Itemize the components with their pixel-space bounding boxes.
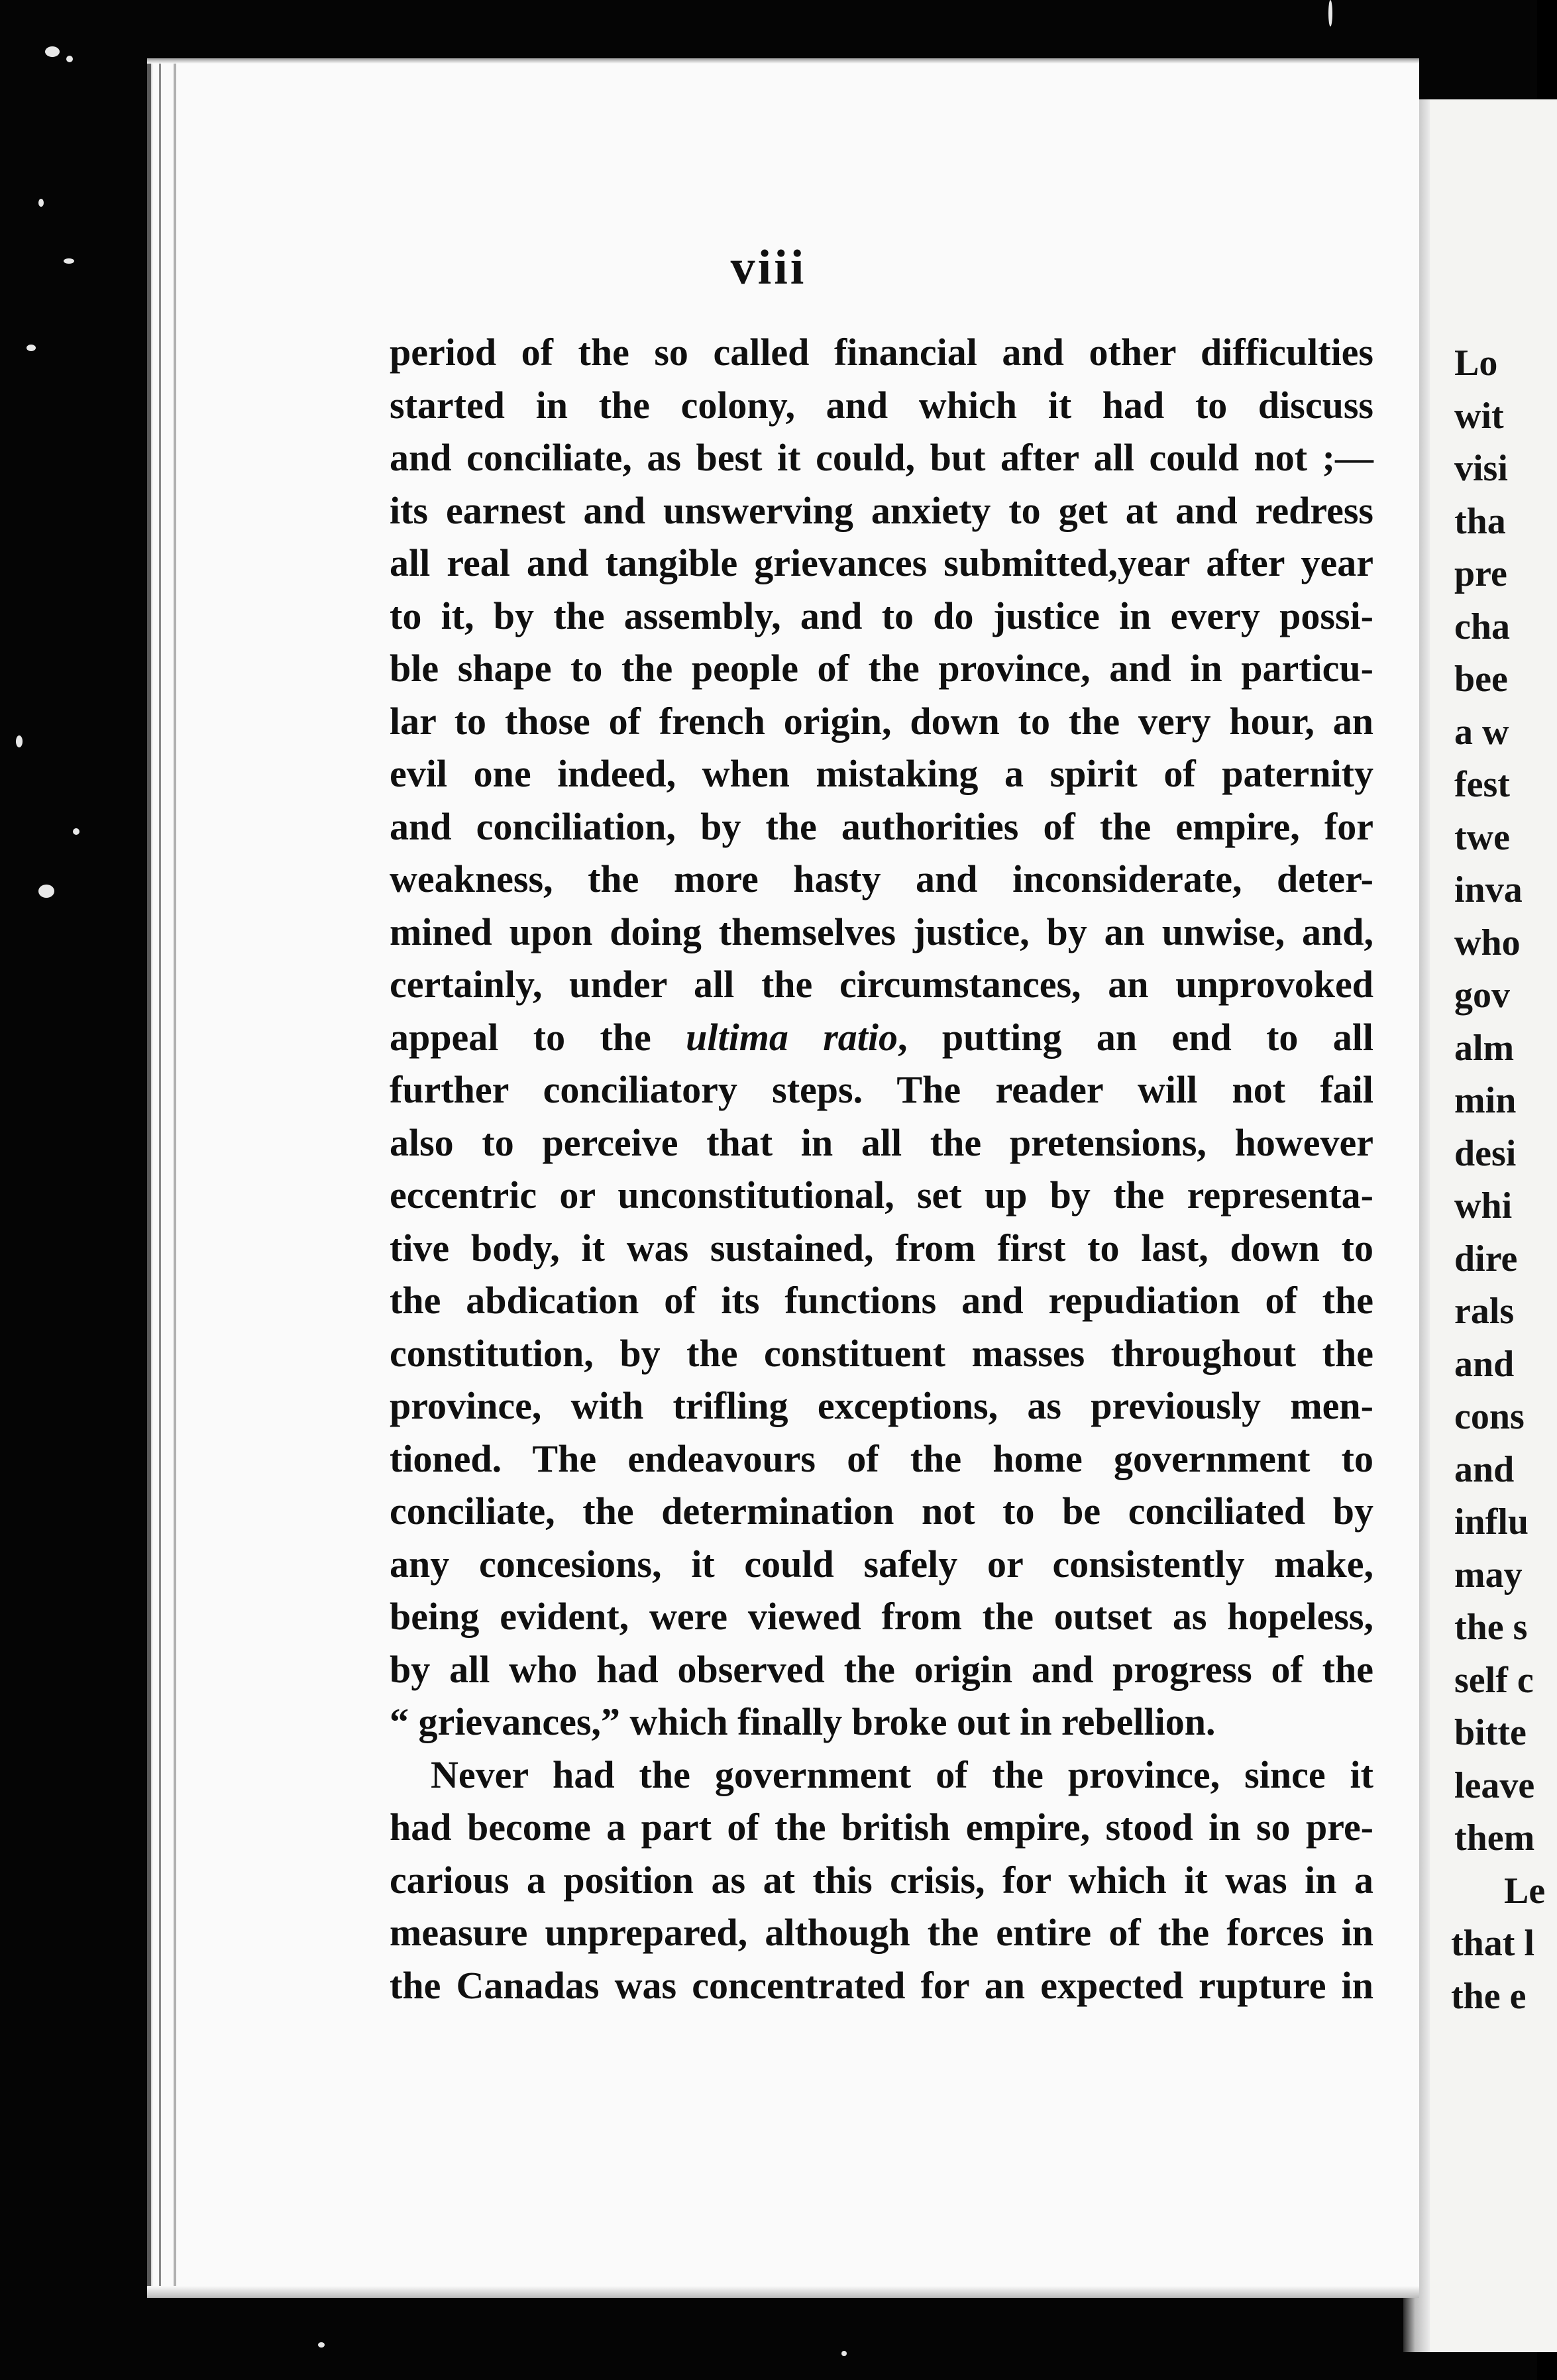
dust-speck bbox=[45, 46, 60, 57]
page-stack-edge bbox=[159, 58, 161, 2298]
next-page-fragment: who bbox=[1454, 922, 1521, 963]
text-line: weakness, the more hasty and inconsiderate, deter- bbox=[390, 857, 1373, 900]
next-page-fragment: visi bbox=[1454, 448, 1508, 489]
text-line: the abdication of its functions and repudiation of the bbox=[390, 1279, 1373, 1322]
text-line: to it, by the assembly, and to do justice in every possi- bbox=[390, 594, 1373, 637]
text-line: lar to those of french origin, down to the very hour, an bbox=[390, 699, 1373, 743]
next-page-fragment: that l bbox=[1451, 1923, 1534, 1964]
text-line: measure unprepared, although the entire of the forces in bbox=[390, 1911, 1373, 1954]
text-line: Never had the government of the province, since it bbox=[431, 1753, 1373, 1796]
italic-phrase: ultima ratio bbox=[686, 1015, 898, 1059]
page-bottom-edge bbox=[147, 2286, 1419, 2298]
page-stack-edge bbox=[147, 58, 151, 2298]
text-line: tive body, it was sustained, from first to last, down to bbox=[390, 1226, 1373, 1270]
dust-speck bbox=[318, 2342, 325, 2348]
text-line: ble shape to the people of the province, and in particu- bbox=[390, 647, 1373, 690]
text-line: by all who had observed the origin and progress of the bbox=[390, 1647, 1373, 1691]
next-page-fragment: bitte bbox=[1454, 1712, 1527, 1753]
text-line: further conciliatory steps. The reader will not fail bbox=[390, 1068, 1373, 1111]
next-page-fragment: min bbox=[1454, 1080, 1517, 1121]
next-page-fragment: them bbox=[1454, 1817, 1535, 1859]
text-line bbox=[390, 1011, 1373, 1064]
page-top-edge bbox=[147, 58, 1419, 64]
next-page-fragment: and bbox=[1454, 1448, 1515, 1490]
next-page-fragment: desi bbox=[1454, 1132, 1517, 1174]
next-page-fragment: inva bbox=[1454, 869, 1523, 910]
text-line: eccentric or unconstitutional, set up by the representa- bbox=[390, 1173, 1373, 1217]
text-segment: appeal to the bbox=[390, 1015, 686, 1059]
text-line: mined upon doing themselves justice, by an unwise, and, bbox=[390, 910, 1373, 953]
text-line: also to perceive that in all the pretensions, however bbox=[390, 1120, 1373, 1164]
text-line: period of the so called financial and other difficulties bbox=[390, 331, 1373, 374]
next-page-fragment: influ bbox=[1454, 1501, 1529, 1542]
text-line: started in the colony, and which it had to discuss bbox=[390, 383, 1373, 427]
dust-speck bbox=[1328, 0, 1332, 27]
next-page-fragment: and bbox=[1454, 1343, 1515, 1385]
text-line: tioned. The endeavours of the home government to bbox=[390, 1436, 1373, 1480]
text-segment: , putting an end to all bbox=[898, 1015, 1374, 1059]
next-page-fragment: whi bbox=[1454, 1185, 1513, 1226]
page-number: viii bbox=[730, 241, 807, 295]
next-page-fragment: the e bbox=[1451, 1975, 1527, 2017]
text-line: constitution, by the constituent masses throughout the bbox=[390, 1331, 1373, 1375]
dust-speck bbox=[38, 885, 54, 898]
dust-speck bbox=[38, 199, 44, 207]
text-line: and conciliation, by the authorities of the empire, for bbox=[390, 804, 1373, 848]
next-page-fragment: pre bbox=[1454, 553, 1507, 594]
next-page-fragment: wit bbox=[1454, 395, 1504, 437]
text-line: being evident, were viewed from the outset as hopeless, bbox=[390, 1595, 1373, 1638]
text-line: all real and tangible grievances submitted,year after year bbox=[390, 541, 1373, 584]
next-page-fragment: Lo bbox=[1454, 343, 1498, 384]
text-line: any concesions, it could safely or consistently make, bbox=[390, 1542, 1373, 1586]
next-page-fragment: gov bbox=[1454, 975, 1510, 1016]
dust-speck bbox=[66, 56, 73, 62]
next-page-fragment: cons bbox=[1454, 1396, 1525, 1437]
next-page-fragment: self c bbox=[1454, 1659, 1534, 1701]
next-page-fragment: fest bbox=[1454, 764, 1510, 805]
next-page-fragment: dire bbox=[1454, 1238, 1518, 1279]
next-page-fragment: alm bbox=[1454, 1027, 1515, 1069]
body-text bbox=[390, 326, 1373, 2012]
next-page-fragment: may bbox=[1454, 1554, 1523, 1596]
next-page-fragment: a w bbox=[1454, 711, 1509, 753]
next-page-fragment: the s bbox=[1454, 1607, 1528, 1648]
text-line: “ grievances,” which finally broke out in rebellion. bbox=[390, 1700, 1216, 1743]
dust-speck bbox=[16, 735, 23, 747]
next-page-fragment: bee bbox=[1454, 659, 1508, 700]
text-line: the Canadas was concentrated for an expected rupture in bbox=[390, 1963, 1373, 2007]
page-stack-edge bbox=[174, 58, 176, 2298]
dust-speck bbox=[841, 2351, 847, 2356]
text-line: and conciliate, as best it could, but after all could not ;— bbox=[390, 436, 1373, 479]
text-line: conciliate, the determination not to be conciliated by bbox=[390, 1489, 1373, 1533]
next-page-fragment: Le bbox=[1504, 1870, 1546, 1912]
text-line: had become a part of the british empire, stood in so pre- bbox=[390, 1806, 1373, 1849]
text-line: evil one indeed, when mistaking a spirit of paternity bbox=[390, 752, 1373, 795]
text-line: carious a position as at this crisis, for which it was in a bbox=[390, 1858, 1373, 1902]
dust-speck bbox=[27, 345, 36, 351]
next-page-fragment: leave bbox=[1454, 1764, 1535, 1806]
next-page-fragment: rals bbox=[1454, 1291, 1515, 1332]
text-line: province, with trifling exceptions, as previously men- bbox=[390, 1384, 1373, 1427]
next-page-fragment: cha bbox=[1454, 606, 1510, 647]
next-page-fragment: twe bbox=[1454, 816, 1510, 858]
next-page-fragment: tha bbox=[1454, 500, 1506, 542]
text-line: its earnest and unswerving anxiety to get at and redress bbox=[390, 488, 1373, 532]
text-line: certainly, under all the circumstances, an unprovoked bbox=[390, 963, 1373, 1006]
dust-speck bbox=[73, 828, 80, 835]
